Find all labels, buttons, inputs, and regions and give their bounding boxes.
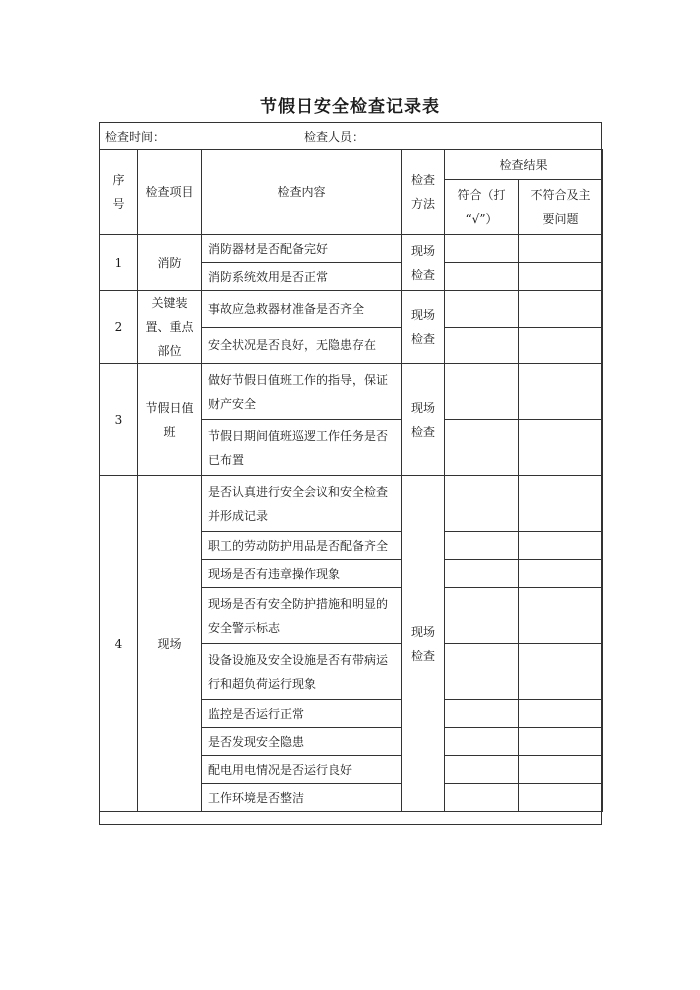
issue-note-cell[interactable]: [519, 420, 603, 476]
page-title: 节假日安全检查记录表: [260, 97, 440, 117]
pass-checkbox-cell[interactable]: [445, 784, 519, 812]
pass-checkbox-cell[interactable]: [445, 263, 519, 291]
pass-checkbox-cell[interactable]: [445, 420, 519, 476]
content-cell: 消防系统效用是否正常: [202, 263, 402, 291]
issue-note-cell[interactable]: [519, 644, 603, 700]
issue-note-cell[interactable]: [519, 784, 603, 812]
content-cell: 配电用电情况是否运行良好: [202, 756, 402, 784]
issue-note-cell[interactable]: [519, 263, 603, 291]
seq-cell: 2: [100, 291, 138, 364]
pass-checkbox-cell[interactable]: [445, 588, 519, 644]
method-header: 检查 方法: [402, 150, 445, 235]
item-header: 检查项目: [138, 150, 202, 235]
inspection-time-label: 检查时间：: [105, 130, 166, 144]
inspection-table: [99, 149, 603, 812]
pass-checkbox-cell[interactable]: [445, 756, 519, 784]
issue-note-cell[interactable]: [519, 756, 603, 784]
pass-checkbox-cell[interactable]: [445, 728, 519, 756]
content-cell: 设备设施及安全设施是否有带病运 行和超负荷运行现象: [202, 644, 402, 700]
issue-note-cell[interactable]: [519, 532, 603, 560]
pass-checkbox-cell[interactable]: [445, 291, 519, 328]
issue-note-cell[interactable]: [519, 476, 603, 532]
content-cell: 工作环境是否整洁: [202, 784, 402, 812]
seq-header: 序 号: [100, 150, 138, 235]
issue-note-cell[interactable]: [519, 327, 603, 364]
fail-header: 不符合及主 要问题: [519, 180, 603, 235]
method-cell: 现场 检查: [402, 235, 445, 291]
item-cell: 节假日值 班: [138, 364, 202, 476]
content-cell: 节假日期间值班巡逻工作任务是否 已布置: [202, 420, 402, 476]
content-cell: 做好节假日值班工作的指导，保证 财产安全: [202, 364, 402, 420]
pass-checkbox-cell[interactable]: [445, 327, 519, 364]
content-header: 检查内容: [202, 150, 402, 235]
content-cell: 安全状况是否良好，无隐患存在: [202, 327, 402, 364]
content-cell: 现场是否有违章操作现象: [202, 560, 402, 588]
content-cell: 事故应急救器材准备是否齐全: [202, 291, 402, 328]
issue-note-cell[interactable]: [519, 728, 603, 756]
issue-note-cell[interactable]: [519, 291, 603, 328]
item-cell: 消防: [138, 235, 202, 291]
result-header: 检查结果: [445, 150, 603, 180]
content-cell: 消防器材是否配备完好: [202, 235, 402, 263]
method-cell: 现场 检查: [402, 364, 445, 476]
seq-cell: 1: [100, 235, 138, 291]
pass-checkbox-cell[interactable]: [445, 235, 519, 263]
item-cell: 关键装 置、重点 部位: [138, 291, 202, 364]
table-row: [100, 476, 603, 532]
content-cell: 是否认真进行安全会议和安全检查 并形成记录: [202, 476, 402, 532]
content-cell: 现场是否有安全防护措施和明显的 安全警示标志: [202, 588, 402, 644]
info-row: [99, 122, 602, 150]
issue-note-cell[interactable]: [519, 364, 603, 420]
seq-cell: 3: [100, 364, 138, 476]
pass-checkbox-cell[interactable]: [445, 700, 519, 728]
pass-checkbox-cell[interactable]: [445, 532, 519, 560]
pass-header: 符合（打 “√”）: [445, 180, 519, 235]
issue-note-cell[interactable]: [519, 700, 603, 728]
seq-cell: 4: [100, 476, 138, 812]
content-cell: 是否发现安全隐患: [202, 728, 402, 756]
pass-checkbox-cell[interactable]: [445, 560, 519, 588]
method-cell: 现场 检查: [402, 291, 445, 364]
content-cell: 监控是否运行正常: [202, 700, 402, 728]
pass-checkbox-cell[interactable]: [445, 644, 519, 700]
inspector-label: 检查人员：: [304, 130, 365, 144]
issue-note-cell[interactable]: [519, 588, 603, 644]
method-cell: 现场 检查: [402, 476, 445, 812]
table-row: [100, 235, 603, 263]
content-cell: 职工的劳动防护用品是否配备齐全: [202, 532, 402, 560]
pass-checkbox-cell[interactable]: [445, 364, 519, 420]
item-cell: 现场: [138, 476, 202, 812]
issue-note-cell[interactable]: [519, 235, 603, 263]
table-row: [100, 291, 603, 328]
header-row-1: [100, 150, 603, 180]
pass-checkbox-cell[interactable]: [445, 476, 519, 532]
issue-note-cell[interactable]: [519, 560, 603, 588]
table-row: [100, 364, 603, 420]
